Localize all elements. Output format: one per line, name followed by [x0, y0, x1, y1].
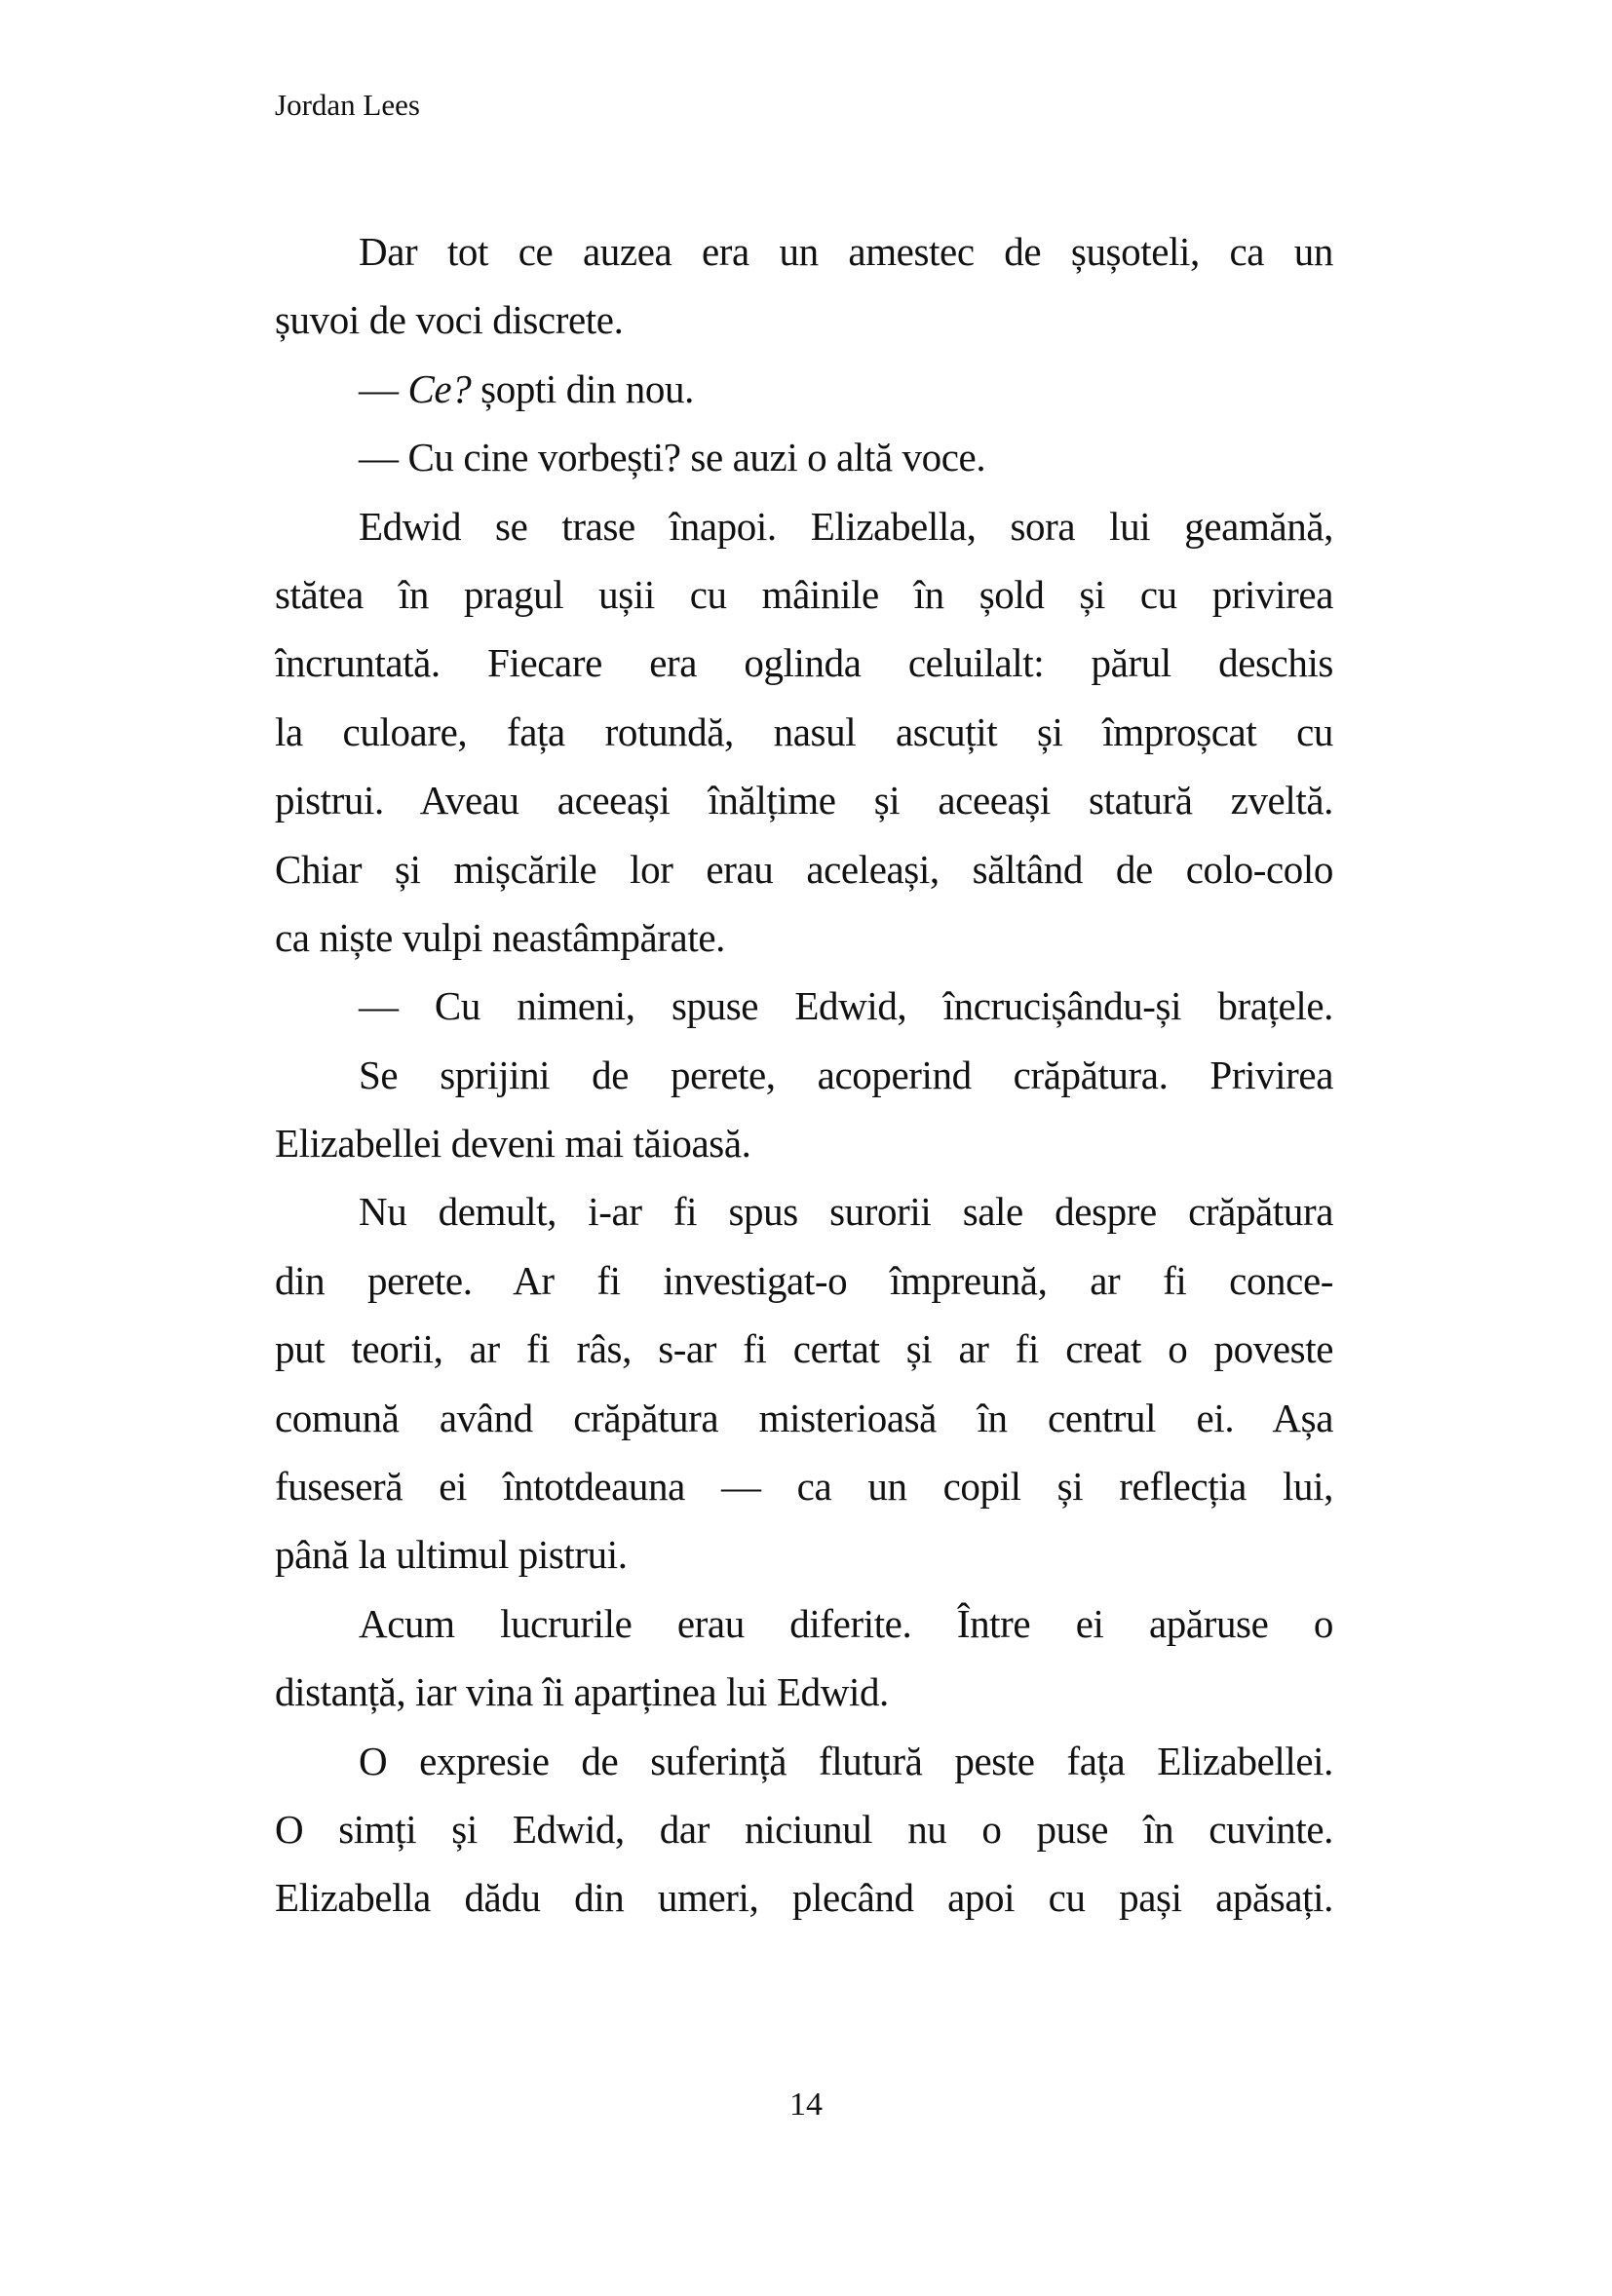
text-line: O expresie de suferință flutură peste fața Elizabellei.: [359, 1738, 1333, 1783]
text-line: Elizabellei deveni mai tăioasă.: [275, 1121, 751, 1167]
text-segment: șopti din nou.: [471, 365, 694, 411]
text-line: — Cu cine vorbești? se auzi o altă voce.: [359, 435, 986, 480]
text-line: pistrui. Aveau aceeași înălțime și aceeași statură zveltă.: [275, 778, 1333, 823]
text-line: din perete. Ar fi investigat-o împreună, ar fi conce-: [275, 1257, 1333, 1303]
text-line: Se sprijini de perete, acoperind crăpătura. Privirea: [359, 1052, 1333, 1097]
text-line: încruntată. Fiecare era oglinda celuilalt: părul deschis: [275, 640, 1333, 686]
text-line: șuvoi de voci discrete.: [275, 297, 624, 343]
text-line: stătea în pragul ușii cu mâinile în șold și cu privirea: [275, 571, 1333, 617]
text-line: distanță, iar vina îi aparținea lui Edwid.: [275, 1669, 889, 1715]
text-line: comună având crăpătura misterioasă în centrul ei. Așa: [275, 1395, 1333, 1440]
text-line: Acum lucrurile erau diferite. Între ei apăruse o: [359, 1600, 1333, 1646]
text-line: Nu demult, i-ar fi spus surorii sale despre crăpătura: [359, 1189, 1333, 1235]
text-line: la culoare, fața rotundă, nasul ascuțit și împroșcat cu: [275, 708, 1333, 754]
body-text: [275, 217, 1333, 1932]
text-line: Dar tot ce auzea era un amestec de șușoteli, ca un: [359, 229, 1333, 274]
italic-text: Ce?: [407, 365, 472, 411]
text-line: put teorii, ar fi râs, s-ar fi certat și ar fi creat o poveste: [275, 1326, 1333, 1372]
text-line: Edwid se trase înapoi. Elizabella, sora lui geamănă,: [359, 503, 1333, 549]
page-number: 14: [789, 2086, 823, 2123]
text-line: — Cu nimeni, spuse Edwid, încrucișându-și brațele.: [359, 983, 1333, 1029]
text-line: O simți și Edwid, dar niciunul nu o puse în cuvinte.: [275, 1806, 1333, 1852]
dialogue-dash: —: [359, 365, 408, 411]
text-line: până la ultimul pistrui.: [275, 1532, 628, 1578]
text-line: Elizabella dădu din umeri, plecând apoi cu pași apăsați.: [275, 1875, 1333, 1921]
text-line-dialogue: [275, 355, 1333, 423]
text-line: Chiar și mișcările lor erau aceleași, săltând de colo-colo: [275, 846, 1333, 892]
text-line: ca niște vulpi neastâmpărate.: [275, 914, 725, 960]
text-line: fuseseră ei întotdeauna — ca un copil și reflecția lui,: [275, 1464, 1333, 1510]
running-header-author: Jordan Lees: [275, 88, 420, 122]
